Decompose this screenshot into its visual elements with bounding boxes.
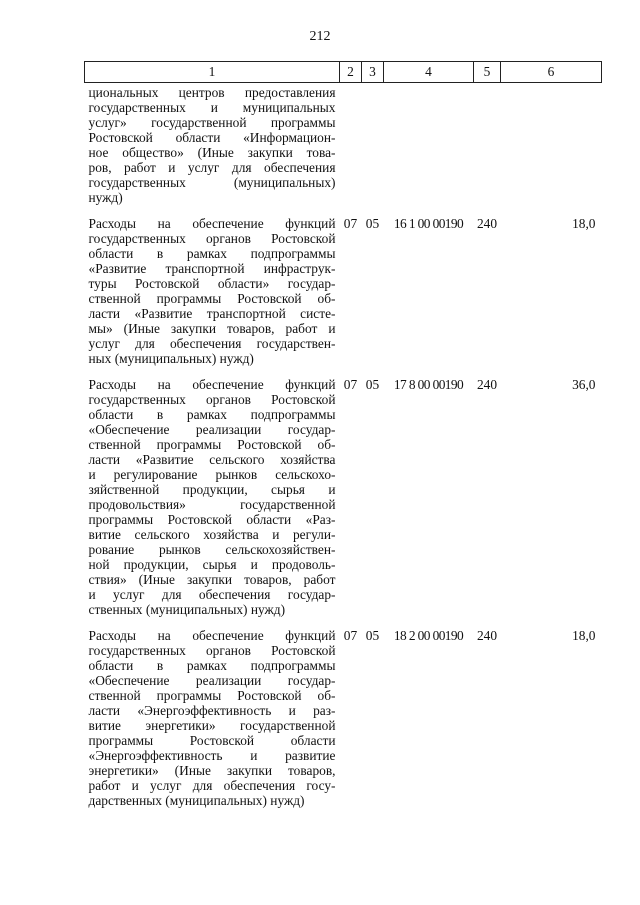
- description-line: Расходы на обеспечение функций: [88, 216, 336, 231]
- description-line: государственных (муниципальных): [88, 175, 336, 190]
- description-line: ласти «Развитие транспортной систе-: [88, 306, 336, 321]
- target-code: 16 1 00 00190: [393, 216, 464, 231]
- amount-value: 18,0: [572, 216, 596, 231]
- ministry-code: 07: [343, 377, 358, 392]
- description-line: нужд): [88, 190, 123, 205]
- description-line: области в рамках подпрограммы: [88, 407, 336, 422]
- description-line: области в рамках подпрограммы: [88, 658, 336, 673]
- description-line: ственной программы Ростовской об-: [88, 291, 336, 306]
- header-col-3: 3: [362, 62, 384, 83]
- expense-description: [85, 83, 340, 212]
- table-header-row: [85, 62, 602, 83]
- header-col-1: 1: [85, 62, 340, 83]
- header-col-6: 6: [501, 62, 602, 83]
- expense-type-code: 240: [476, 628, 498, 643]
- description-line: ласти «Энергоэффективность и раз-: [88, 703, 336, 718]
- description-line: услуг для обеспечения государствен-: [88, 336, 336, 351]
- table-body: [85, 83, 602, 815]
- description-line: ное общество» (Иные закупки това-: [88, 145, 336, 160]
- description-line: «Энергоэффективность и развитие: [88, 748, 336, 763]
- description-line: витие сельского хозяйства и регули-: [88, 527, 336, 542]
- description-line: и услуг для обеспечения государ-: [88, 587, 336, 602]
- budget-table: [84, 61, 602, 814]
- description-line: программы Ростовской области: [88, 733, 336, 748]
- description-line: Ростовской области «Информацион-: [88, 130, 336, 145]
- description-line: туры Ростовской области» государ-: [88, 276, 336, 291]
- description-line: и регулирование рынков сельскохо-: [88, 467, 336, 482]
- ministry-code: 07: [343, 628, 358, 643]
- description-line: дарственных (муниципальных) нужд): [88, 793, 305, 808]
- description-line: ственной программы Ростовской об-: [88, 688, 336, 703]
- description-line: зяйственной продукции, сырья и: [88, 482, 336, 497]
- description-line: ров, работ и услуг для обеспечения: [88, 160, 336, 175]
- expense-type-code: [474, 83, 501, 212]
- description-line: государственных органов Ростовской: [88, 643, 336, 658]
- description-line: ствия» (Иные закупки товаров, работ: [88, 572, 336, 587]
- description-line: ной продукции, сырья и продоволь-: [88, 557, 336, 572]
- table-row: [85, 372, 602, 623]
- amount-value: [501, 83, 602, 212]
- amount-value: 36,0: [572, 377, 596, 392]
- description-line: энергетики» (Иные закупки товаров,: [88, 763, 336, 778]
- expense-type-code: 240: [476, 377, 498, 392]
- description-line: области в рамках подпрограммы: [88, 246, 336, 261]
- description-line: продовольствия» государственной: [88, 497, 336, 512]
- description-line: Расходы на обеспечение функций: [88, 628, 336, 643]
- description-line: работ и услуг для обеспечения госу-: [88, 778, 336, 793]
- description-line: ственной программы Ростовской об-: [88, 437, 336, 452]
- expense-type-code: 240: [476, 216, 498, 231]
- section-code: 05: [365, 628, 380, 643]
- description-line: витие энергетики» государственной: [88, 718, 336, 733]
- description-line: мы» (Иные закупки товаров, работ и: [88, 321, 336, 336]
- ministry-code: 07: [343, 216, 358, 231]
- section-code: 05: [365, 377, 380, 392]
- target-code: [384, 83, 474, 212]
- description-line: циональных центров предоставления: [88, 85, 336, 100]
- expense-description: [85, 372, 340, 623]
- expense-description: [85, 623, 340, 814]
- section-code: [362, 83, 384, 212]
- description-line: программы Ростовской области «Раз-: [88, 512, 336, 527]
- description-line: «Обеспечение реализации государ-: [88, 673, 336, 688]
- description-line: ласти «Развитие сельского хозяйства: [88, 452, 336, 467]
- header-col-4: 4: [384, 62, 474, 83]
- table-row: [85, 83, 602, 212]
- target-code: 18 2 00 00190: [393, 628, 464, 643]
- description-line: государственных органов Ростовской: [88, 392, 336, 407]
- description-line: ных (муниципальных) нужд): [88, 351, 254, 366]
- description-line: государственных и муниципальных: [88, 100, 336, 115]
- table-row: [85, 211, 602, 372]
- expense-description: [85, 211, 340, 372]
- description-line: ственных (муниципальных) нужд): [88, 602, 286, 617]
- description-line: «Развитие транспортной инфраструк-: [88, 261, 336, 276]
- header-col-2: 2: [340, 62, 362, 83]
- ministry-code: [340, 83, 362, 212]
- target-code: 17 8 00 00190: [393, 377, 464, 392]
- description-line: государственных органов Ростовской: [88, 231, 336, 246]
- page-number: 212: [309, 29, 331, 44]
- section-code: 05: [365, 216, 380, 231]
- amount-value: 18,0: [572, 628, 596, 643]
- description-line: Расходы на обеспечение функций: [88, 377, 336, 392]
- description-line: услуг» государственной программы: [88, 115, 336, 130]
- description-line: рование рынков сельскохозяйствен-: [88, 542, 336, 557]
- description-line: «Обеспечение реализации государ-: [88, 422, 336, 437]
- table-row: [85, 623, 602, 814]
- header-col-5: 5: [474, 62, 501, 83]
